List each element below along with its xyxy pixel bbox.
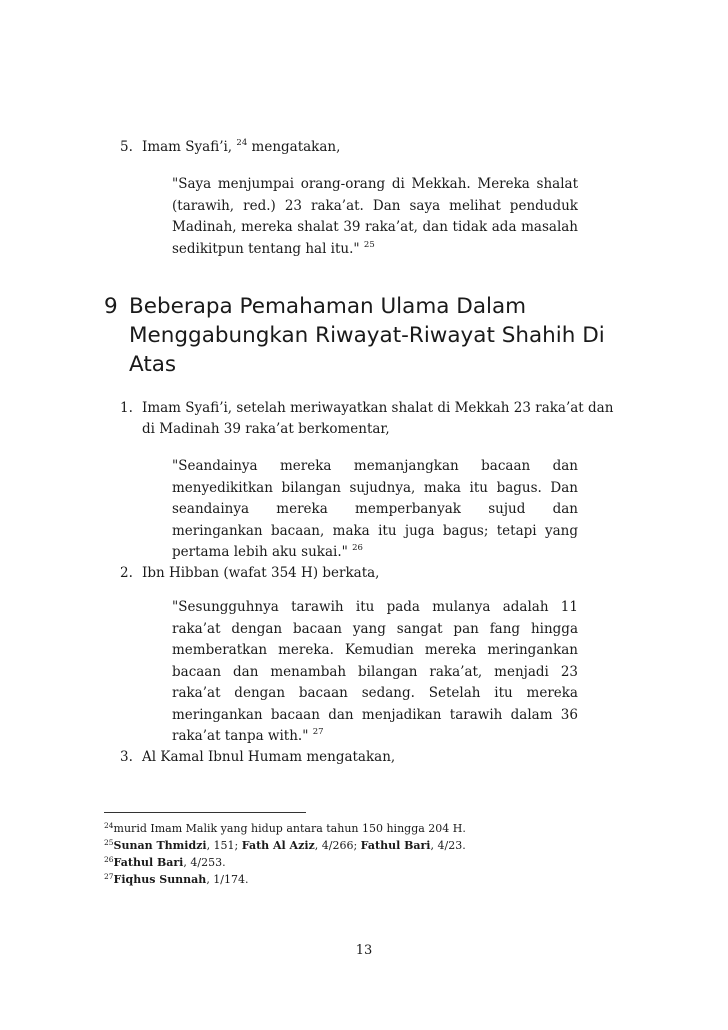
- footnote: [104, 854, 604, 871]
- footnote-source: Sunan Thmidzi: [113, 839, 207, 852]
- list-item-number: 5.: [120, 139, 133, 155]
- footnote: [104, 820, 604, 837]
- footnote-text: , 151;: [206, 839, 242, 852]
- footnote-text: , 1/174.: [206, 873, 249, 886]
- footnote-marker: 26: [352, 543, 363, 553]
- list-item: [120, 563, 620, 584]
- footnote-marker: 27: [312, 727, 324, 737]
- footnote-divider: [104, 812, 306, 813]
- list-item: [120, 398, 620, 440]
- footnote-source: Fath Al Aziz: [241, 839, 315, 852]
- footnote-mark: 25: [104, 838, 114, 847]
- list-item-text: Imam Syafi’i, setelah meriwayatkan shalat di Mekkah 23 raka’at dan di Madinah 39 raka’at berkomentar,: [142, 400, 614, 437]
- footnote: [104, 837, 604, 854]
- page-number: 13: [355, 943, 373, 958]
- list-item-number: 2.: [120, 565, 133, 581]
- list-item-text: Al Kamal Ibnul Humam mengatakan,: [142, 749, 396, 765]
- list-item: [120, 137, 620, 158]
- block-quote: [172, 456, 578, 564]
- section-number: 9: [104, 294, 118, 319]
- list-item: [120, 747, 620, 768]
- footnote-mark: 27: [104, 872, 114, 881]
- list-item-text: mengatakan,: [251, 139, 341, 155]
- list-item-number: 1.: [120, 400, 133, 416]
- quote-text: "Sesungguhnya tarawih itu pada mulanya adalah 11 raka’at dengan bacaan yang sangat pan fang hingga memberatkan mereka. Kemudian mereka meringankan bacaan dan menambah bilangan raka’at, menjadi 23 raka’at dengan bacaan sedang. Setelah itu mereka meringankan bacaan dan menjadikan tarawih dalam 36 raka’at tanpa with.": [172, 599, 578, 744]
- block-quote: [172, 174, 578, 260]
- footnote: [104, 871, 604, 888]
- footnotes: [104, 820, 604, 888]
- quote-text: "Seandainya mereka memanjangkan bacaan dan menyedikitkan bilangan sujudnya, maka itu bagus. Dan seandainya mereka memperbanyak sujud dan meringankan bacaan, maka itu juga bagus; tetapi yang pertama lebih aku sukai.": [172, 458, 578, 560]
- list-item-text: Ibn Hibban (wafat 354 H) berkata,: [142, 565, 380, 581]
- section-heading: [104, 292, 644, 379]
- footnote-source: Fiqhus Sunnah: [113, 873, 207, 886]
- footnote-mark: 26: [104, 855, 114, 864]
- footnote-source: Fathul Bari: [113, 856, 184, 869]
- block-quote: [172, 597, 578, 748]
- footnote-text: , 4/266;: [314, 839, 361, 852]
- footnote-text: , 4/23.: [430, 839, 466, 852]
- footnote-text: , 4/253.: [183, 856, 226, 869]
- list-item-number: 3.: [120, 749, 133, 765]
- footnote-marker: 25: [363, 239, 375, 250]
- footnote-mark: 24: [104, 821, 114, 830]
- section-title: Beberapa Pemahaman Ulama Dalam Menggabungkan Riwayat-Riwayat Shahih Di Atas: [129, 294, 605, 377]
- quote-text: "Saya menjumpai orang-orang di Mekkah. Mereka shalat (tarawih, red.) 23 raka’at. Dan saya melihat penduduk Madinah, mereka shalat 39 raka’at, dan tidak ada masalah sedikitpun tentang hal itu.": [172, 176, 578, 257]
- footnote-text: murid Imam Malik yang hidup antara tahun 150 hingga 204 H.: [113, 822, 466, 835]
- list-item-text: Imam Syafi’i,: [142, 139, 233, 155]
- footnote-marker: 24: [236, 138, 248, 148]
- footnote-source: Fathul Bari: [360, 839, 431, 852]
